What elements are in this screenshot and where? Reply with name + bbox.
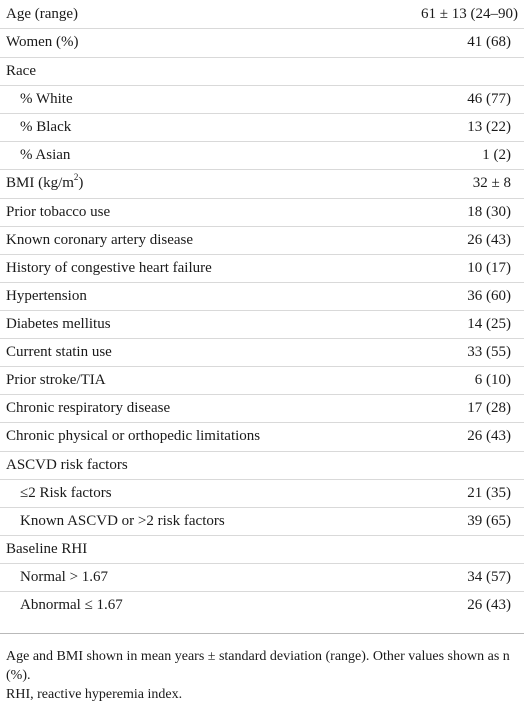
row-divider <box>0 366 524 367</box>
row-divider <box>0 479 524 480</box>
bmi-label-close: ) <box>78 175 84 191</box>
row-label: Baseline RHI <box>6 541 88 557</box>
row-value: 6 (10) <box>474 372 511 388</box>
table-row-physical-limitations <box>0 425 524 453</box>
row-divider <box>0 422 524 423</box>
row-label: ASCVD risk factors <box>6 457 128 473</box>
row-divider <box>0 535 524 536</box>
row-label: ≤2 Risk factors <box>20 485 112 501</box>
table-row-women <box>0 31 524 59</box>
table-row-tobacco <box>0 201 524 229</box>
row-value: 1 (2) <box>482 147 511 163</box>
row-value: 61 ± 13 (24–90) <box>421 6 518 22</box>
row-divider <box>0 563 524 564</box>
table-row-ascvd <box>0 454 524 482</box>
row-divider <box>0 226 524 227</box>
row-value: 18 (30) <box>467 204 511 220</box>
row-value: 26 (43) <box>467 597 511 613</box>
row-label: Prior stroke/TIA <box>6 372 106 388</box>
row-divider <box>0 113 524 114</box>
row-label: Chronic physical or orthopedic limitations <box>6 428 261 444</box>
table-row-stroke <box>0 369 524 397</box>
row-label: Chronic respiratory disease <box>6 400 171 416</box>
row-label: Known coronary artery disease <box>6 232 194 248</box>
row-label: Race <box>6 63 36 79</box>
row-divider <box>0 28 524 29</box>
table-row-age <box>0 3 524 31</box>
table-row-normal-rhi <box>0 566 524 594</box>
row-value: 32 ± 8 <box>472 175 511 191</box>
table-row-known-ascvd <box>0 510 524 538</box>
bmi-label-text: BMI (kg/m <box>6 175 74 191</box>
row-label: Current statin use <box>6 344 112 360</box>
row-label: Women (%) <box>6 34 79 50</box>
table-row-bmi <box>0 172 524 200</box>
row-value: 13 (22) <box>467 119 511 135</box>
row-divider <box>0 507 524 508</box>
row-divider <box>0 57 524 58</box>
row-divider <box>0 198 524 199</box>
row-value: 21 (35) <box>467 485 511 501</box>
row-value: 34 (57) <box>467 569 511 585</box>
row-value: 14 (25) <box>467 316 511 332</box>
row-divider <box>0 282 524 283</box>
row-divider <box>0 394 524 395</box>
row-value: 46 (77) <box>467 91 511 107</box>
footnote-rhi: RHI, reactive hyperemia index. <box>6 687 183 702</box>
row-divider <box>0 310 524 311</box>
table-row-statin <box>0 341 524 369</box>
table-row-coronary <box>0 229 524 257</box>
row-value: 36 (60) <box>467 288 511 304</box>
row-label: % Asian <box>20 147 71 163</box>
row-label: History of congestive heart failure <box>6 260 212 276</box>
table-row-chf <box>0 257 524 285</box>
row-value: 41 (68) <box>467 34 511 50</box>
table-row-race <box>0 60 524 88</box>
row-divider <box>0 254 524 255</box>
row-label: Prior tobacco use <box>6 204 111 220</box>
row-value: 39 (65) <box>467 513 511 529</box>
table-footnotes <box>6 647 518 704</box>
row-value: 26 (43) <box>467 232 511 248</box>
row-label: % Black <box>20 119 72 135</box>
row-value: 10 (17) <box>467 260 511 276</box>
row-label: Known ASCVD or >2 risk factors <box>20 513 225 529</box>
table-bottom-rule <box>0 633 524 634</box>
row-label: Age (range) <box>6 6 79 22</box>
row-divider <box>0 338 524 339</box>
row-label: % White <box>20 91 73 107</box>
row-label: Diabetes mellitus <box>6 316 111 332</box>
row-value: 26 (43) <box>467 428 511 444</box>
table-row-diabetes <box>0 313 524 341</box>
bmi-unit-exponent: 2 <box>73 172 79 182</box>
row-divider <box>0 141 524 142</box>
table-row-hypertension <box>0 285 524 313</box>
table-row-baseline-rhi <box>0 538 524 566</box>
table-row-abnormal-rhi <box>0 594 524 622</box>
row-label: Normal > 1.67 <box>20 569 109 585</box>
row-divider <box>0 591 524 592</box>
row-value: 17 (28) <box>467 400 511 416</box>
row-value: 33 (55) <box>467 344 511 360</box>
row-label <box>6 172 83 194</box>
footnote-abbreviations: Age and BMI shown in mean years ± standard deviation (range). Other values shown as n (%). <box>6 649 510 683</box>
table-row-asian <box>0 144 524 172</box>
row-label: Abnormal ≤ 1.67 <box>20 597 123 613</box>
table-row-black <box>0 116 524 144</box>
row-label: Hypertension <box>6 288 87 304</box>
row-divider <box>0 169 524 170</box>
row-divider <box>0 451 524 452</box>
table-row-le2-risk <box>0 482 524 510</box>
row-divider <box>0 85 524 86</box>
table-row-white <box>0 88 524 116</box>
table-row-respiratory <box>0 397 524 425</box>
